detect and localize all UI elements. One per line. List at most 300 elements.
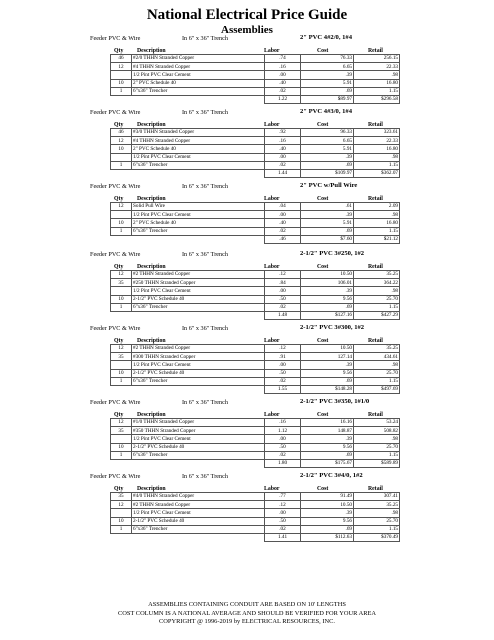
assembly-block: [0, 399, 494, 468]
cell-cost: 10.50: [301, 345, 354, 353]
table-row: [111, 303, 400, 311]
cell-desc: 1/2 Pint PVC Clear Cement: [132, 211, 265, 219]
cell-retail: 434.61: [354, 353, 400, 361]
column-header-retail: Retail: [368, 412, 383, 418]
cell-desc: 1/2 Pint PVC Clear Cement: [132, 287, 265, 295]
assembly-conduit: 2" PVC 4#3/0, 1#4: [300, 108, 353, 115]
column-header-labor: Labor: [264, 412, 280, 418]
assembly-conduit: 2-1/2" PVC 3#300, 1#2: [300, 324, 365, 331]
assembly-block: [0, 251, 494, 320]
column-header-desc: Description: [137, 264, 166, 270]
assembly-block: [0, 183, 494, 244]
table-row: [111, 63, 400, 71]
column-headers: [0, 409, 494, 418]
cell-qty: 12: [111, 345, 132, 353]
cell-labor: .00: [265, 435, 301, 443]
table-row: [111, 219, 400, 227]
cell-cost: 9.56: [301, 517, 354, 525]
cell-labor: .02: [265, 377, 301, 385]
cell-cost: 5.91: [301, 219, 354, 227]
assembly-category: Feeder PVC & Wire: [90, 325, 141, 332]
cell-cost: 9.56: [301, 443, 354, 451]
cell-cost: 10.50: [301, 501, 354, 509]
cell-retail: 1.15: [354, 161, 400, 169]
cell-labor: .40: [265, 219, 301, 227]
cell-desc: #250 THHN Stranded Copper: [132, 279, 265, 287]
table-row: [111, 295, 400, 303]
cell-desc: 1/2 Pint PVC Clear Cement: [132, 509, 265, 517]
cell-labor: .16: [265, 63, 301, 71]
cell-qty: 12: [111, 63, 132, 71]
column-headers: [0, 335, 494, 344]
cell-labor: .16: [265, 137, 301, 145]
cell-labor: .12: [265, 345, 301, 353]
cell-desc: 2" PVC Schedule 40: [132, 219, 265, 227]
cell-qty: 10: [111, 219, 132, 227]
cell-retail: .98: [354, 509, 400, 517]
assembly-category: Feeder PVC & Wire: [90, 399, 141, 406]
line-items-table: [110, 418, 400, 468]
cell-desc: #350 THHN Stranded Copper: [132, 427, 265, 435]
cell-retail: 35.25: [354, 501, 400, 509]
column-header-desc: Description: [137, 412, 166, 418]
cell-qty: 12: [111, 501, 132, 509]
total-spacer: [111, 235, 132, 243]
cell-desc: 1/2 Pint PVC Clear Cement: [132, 435, 265, 443]
cell-retail: .98: [354, 211, 400, 219]
assembly-trench: In 6" x 36" Trench: [182, 35, 228, 42]
cell-desc: #4/0 THHN Stranded Copper: [132, 493, 265, 501]
assembly-trench: In 6" x 36" Trench: [182, 473, 228, 480]
table-row: [111, 287, 400, 295]
line-items-table: [110, 54, 400, 104]
assembly-category: Feeder PVC & Wire: [90, 251, 141, 258]
cell-labor: .12: [265, 501, 301, 509]
column-header-cost: Cost: [317, 48, 329, 54]
table-row: [111, 161, 400, 169]
table-row: [111, 271, 400, 279]
assembly-category: Feeder PVC & Wire: [90, 183, 141, 190]
total-spacer: [132, 95, 265, 103]
cell-cost: 9.56: [301, 369, 354, 377]
cell-qty: 1: [111, 303, 132, 311]
cell-cost: 96.33: [301, 129, 354, 137]
cell-desc: 6"x36" Trencher: [132, 227, 265, 235]
cell-labor: .50: [265, 295, 301, 303]
cell-retail: 22.33: [354, 137, 400, 145]
total-spacer: [111, 385, 132, 393]
cell-cost: .39: [301, 153, 354, 161]
cell-desc: 1/2 Pint PVC Clear Cement: [132, 361, 265, 369]
total-spacer: [132, 235, 265, 243]
cell-cost: 5.91: [301, 79, 354, 87]
cell-qty: 1: [111, 87, 132, 95]
cell-retail: 256.15: [354, 55, 400, 63]
cell-cost: .39: [301, 211, 354, 219]
column-header-cost: Cost: [317, 486, 329, 492]
total-spacer: [111, 311, 132, 319]
column-header-qty: Qty: [114, 48, 124, 54]
total-spacer: [111, 459, 132, 467]
table-row: [111, 211, 400, 219]
cell-labor: .40: [265, 79, 301, 87]
cell-retail: 1.15: [354, 227, 400, 235]
table-row: [111, 353, 400, 361]
cell-labor: .40: [265, 145, 301, 153]
assembly-header: [0, 251, 494, 261]
cell-cost: 9.56: [301, 295, 354, 303]
cell-labor: .00: [265, 153, 301, 161]
total-labor: .46: [265, 235, 301, 243]
cell-qty: 10: [111, 145, 132, 153]
table-row: [111, 501, 400, 509]
cell-desc: #300 THHN Stranded Copper: [132, 353, 265, 361]
cell-retail: .98: [354, 71, 400, 79]
table-row: [111, 361, 400, 369]
cell-qty: 1: [111, 227, 132, 235]
column-header-desc: Description: [137, 338, 166, 344]
cell-desc: 6"x36" Trencher: [132, 87, 265, 95]
cell-retail: 16.80: [354, 145, 400, 153]
column-header-qty: Qty: [114, 412, 124, 418]
cell-desc: 6"x36" Trencher: [132, 451, 265, 459]
assembly-header: [0, 183, 494, 193]
total-row: [111, 95, 400, 103]
assembly-trench: In 6" x 36" Trench: [182, 251, 228, 258]
table-row: [111, 55, 400, 63]
table-row: [111, 377, 400, 385]
cell-desc: #1/0 THHN Stranded Copper: [132, 419, 265, 427]
total-cost: $89.97: [301, 95, 354, 103]
cell-cost: .69: [301, 377, 354, 385]
column-header-retail: Retail: [368, 486, 383, 492]
cell-cost: 5.91: [301, 145, 354, 153]
assembly-trench: In 6" x 36" Trench: [182, 399, 228, 406]
total-retail: $296.58: [354, 95, 400, 103]
cell-qty: 35: [111, 353, 132, 361]
cell-qty: [111, 71, 132, 79]
cell-cost: 6.65: [301, 63, 354, 71]
cell-cost: .61: [301, 203, 354, 211]
total-spacer: [132, 385, 265, 393]
cell-cost: 106.01: [301, 279, 354, 287]
document-subtitle: Assemblies: [221, 24, 273, 36]
cell-desc: 1/2 Pint PVC Clear Cement: [132, 153, 265, 161]
total-spacer: [132, 459, 265, 467]
table-row: [111, 435, 400, 443]
assembly-header: [0, 109, 494, 119]
cell-desc: #2 THHN Stranded Copper: [132, 345, 265, 353]
cell-qty: 10: [111, 517, 132, 525]
assembly-header: [0, 35, 494, 45]
cell-qty: 35: [111, 493, 132, 501]
cell-desc: #4 THHN Stranded Copper: [132, 137, 265, 145]
table-row: [111, 369, 400, 377]
total-labor: 1.48: [265, 311, 301, 319]
total-cost: $175.67: [301, 459, 354, 467]
cell-qty: 12: [111, 203, 132, 211]
cell-labor: .00: [265, 211, 301, 219]
assembly-conduit: 2" PVC 4#2/0, 1#4: [300, 34, 353, 41]
cell-qty: 12: [111, 137, 132, 145]
cell-labor: .50: [265, 517, 301, 525]
cell-qty: [111, 361, 132, 369]
cell-labor: .16: [265, 419, 301, 427]
cell-retail: 508.82: [354, 427, 400, 435]
cell-retail: .98: [354, 435, 400, 443]
cell-retail: 364.22: [354, 279, 400, 287]
cell-cost: .69: [301, 227, 354, 235]
total-spacer: [111, 533, 132, 541]
cell-retail: 307.41: [354, 493, 400, 501]
column-header-cost: Cost: [317, 196, 329, 202]
cell-cost: 91.49: [301, 493, 354, 501]
assembly-header: [0, 399, 494, 409]
column-headers: [0, 45, 494, 54]
cell-desc: Solid Pull Wire: [132, 203, 265, 211]
cell-cost: .39: [301, 509, 354, 517]
cell-qty: 35: [111, 279, 132, 287]
assembly-conduit: 2-1/2" PVC 3#250, 1#2: [300, 250, 365, 257]
footer-line: COPYRIGHT @ 1996-2019 by ELECTRICAL RESOURCES, INC.: [159, 618, 335, 625]
column-header-cost: Cost: [317, 338, 329, 344]
assembly-category: Feeder PVC & Wire: [90, 109, 141, 116]
column-header-labor: Labor: [264, 122, 280, 128]
table-row: [111, 419, 400, 427]
assembly-category: Feeder PVC & Wire: [90, 473, 141, 480]
cell-desc: #2 THHN Stranded Copper: [132, 501, 265, 509]
column-header-qty: Qty: [114, 486, 124, 492]
cell-desc: #2/0 THHN Stranded Copper: [132, 55, 265, 63]
line-items-table: [110, 202, 400, 244]
table-row: [111, 493, 400, 501]
cell-desc: 2-1/2" PVC Schedule 40: [132, 517, 265, 525]
table-row: [111, 427, 400, 435]
cell-qty: 10: [111, 295, 132, 303]
cell-cost: .69: [301, 303, 354, 311]
cell-cost: 6.65: [301, 137, 354, 145]
cell-labor: .74: [265, 55, 301, 63]
cell-cost: .69: [301, 525, 354, 533]
cell-retail: 1.15: [354, 303, 400, 311]
column-header-desc: Description: [137, 122, 166, 128]
cell-retail: 2.09: [354, 203, 400, 211]
total-spacer: [132, 169, 265, 177]
table-row: [111, 509, 400, 517]
table-row: [111, 443, 400, 451]
column-header-desc: Description: [137, 48, 166, 54]
cell-retail: .98: [354, 287, 400, 295]
total-retail: $589.89: [354, 459, 400, 467]
cell-labor: .50: [265, 369, 301, 377]
cell-labor: .00: [265, 71, 301, 79]
cell-labor: .02: [265, 525, 301, 533]
cell-desc: #4 THHN Stranded Copper: [132, 63, 265, 71]
cell-labor: .00: [265, 509, 301, 517]
cell-qty: 35: [111, 427, 132, 435]
cell-labor: 1.12: [265, 427, 301, 435]
assembly-block: [0, 109, 494, 178]
cell-cost: 76.33: [301, 55, 354, 63]
column-header-qty: Qty: [114, 264, 124, 270]
cell-cost: .39: [301, 361, 354, 369]
total-retail: $427.29: [354, 311, 400, 319]
cell-qty: [111, 287, 132, 295]
table-row: [111, 87, 400, 95]
column-header-desc: Description: [137, 486, 166, 492]
assembly-header: [0, 473, 494, 483]
cell-retail: .98: [354, 361, 400, 369]
cell-qty: 46: [111, 55, 132, 63]
cell-cost: .39: [301, 287, 354, 295]
cell-cost: 10.50: [301, 271, 354, 279]
cell-retail: 323.61: [354, 129, 400, 137]
column-header-labor: Labor: [264, 338, 280, 344]
cell-labor: .92: [265, 129, 301, 137]
column-header-labor: Labor: [264, 486, 280, 492]
column-header-qty: Qty: [114, 338, 124, 344]
total-row: [111, 235, 400, 243]
cell-labor: .02: [265, 451, 301, 459]
column-headers: [0, 193, 494, 202]
column-header-retail: Retail: [368, 338, 383, 344]
cell-labor: .12: [265, 271, 301, 279]
cell-qty: 1: [111, 161, 132, 169]
cell-labor: .00: [265, 287, 301, 295]
total-retail: $370.49: [354, 533, 400, 541]
cell-retail: 16.80: [354, 79, 400, 87]
cell-desc: 2" PVC Schedule 40: [132, 145, 265, 153]
footer-line: ASSEMBLIES CONTAINING CONDUIT ARE BASED ON 10' LENGTHS: [148, 601, 346, 608]
total-spacer: [111, 169, 132, 177]
table-row: [111, 279, 400, 287]
cell-retail: 35.25: [354, 345, 400, 353]
total-row: [111, 533, 400, 541]
cell-cost: .69: [301, 451, 354, 459]
cell-retail: 25.70: [354, 295, 400, 303]
cell-qty: 1: [111, 451, 132, 459]
table-row: [111, 525, 400, 533]
cell-cost: 16.16: [301, 419, 354, 427]
cell-desc: 6"x36" Trencher: [132, 161, 265, 169]
total-row: [111, 459, 400, 467]
cell-labor: .02: [265, 161, 301, 169]
cell-labor: .50: [265, 443, 301, 451]
cell-labor: .02: [265, 87, 301, 95]
total-labor: 1.22: [265, 95, 301, 103]
assembly-trench: In 6" x 36" Trench: [182, 109, 228, 116]
document-title: National Electrical Price Guide: [146, 7, 348, 23]
cell-desc: 6"x36" Trencher: [132, 377, 265, 385]
assembly-conduit: 2" PVC w/Pull Wire: [300, 182, 358, 189]
total-cost: $127.16: [301, 311, 354, 319]
cell-labor: .04: [265, 203, 301, 211]
total-row: [111, 311, 400, 319]
cell-qty: 46: [111, 129, 132, 137]
cell-labor: .84: [265, 279, 301, 287]
total-retail: $21.12: [354, 235, 400, 243]
cell-desc: 2-1/2" PVC Schedule 40: [132, 295, 265, 303]
total-spacer: [132, 533, 265, 541]
column-header-desc: Description: [137, 196, 166, 202]
cell-desc: 6"x36" Trencher: [132, 303, 265, 311]
column-headers: [0, 261, 494, 270]
total-spacer: [132, 311, 265, 319]
column-headers: [0, 483, 494, 492]
cell-labor: .77: [265, 493, 301, 501]
total-row: [111, 385, 400, 393]
total-row: [111, 169, 400, 177]
cell-qty: 10: [111, 443, 132, 451]
table-row: [111, 451, 400, 459]
cell-qty: [111, 153, 132, 161]
table-row: [111, 203, 400, 211]
column-header-retail: Retail: [368, 48, 383, 54]
column-header-labor: Labor: [264, 264, 280, 270]
line-items-table: [110, 270, 400, 320]
cell-retail: 1.15: [354, 525, 400, 533]
assembly-category: Feeder PVC & Wire: [90, 35, 141, 42]
cell-labor: .02: [265, 227, 301, 235]
cell-qty: [111, 435, 132, 443]
cell-qty: 1: [111, 525, 132, 533]
cell-qty: [111, 211, 132, 219]
line-items-table: [110, 128, 400, 178]
total-spacer: [111, 95, 132, 103]
cell-desc: 2-1/2" PVC Schedule 40: [132, 443, 265, 451]
column-header-cost: Cost: [317, 122, 329, 128]
cell-cost: 127.14: [301, 353, 354, 361]
table-row: [111, 153, 400, 161]
cell-retail: 1.15: [354, 451, 400, 459]
cell-retail: 16.80: [354, 219, 400, 227]
total-cost: $7.60: [301, 235, 354, 243]
column-header-labor: Labor: [264, 48, 280, 54]
cell-retail: 1.15: [354, 377, 400, 385]
column-header-qty: Qty: [114, 122, 124, 128]
cell-qty: 10: [111, 369, 132, 377]
column-headers: [0, 119, 494, 128]
cell-retail: 25.70: [354, 369, 400, 377]
table-row: [111, 129, 400, 137]
cell-retail: 22.33: [354, 63, 400, 71]
assembly-block: [0, 473, 494, 542]
total-cost: $112.63: [301, 533, 354, 541]
line-items-table: [110, 344, 400, 394]
cell-retail: .98: [354, 153, 400, 161]
assembly-block: [0, 35, 494, 104]
cell-cost: .69: [301, 161, 354, 169]
table-row: [111, 71, 400, 79]
table-row: [111, 79, 400, 87]
total-labor: 1.44: [265, 169, 301, 177]
cell-retail: 35.25: [354, 271, 400, 279]
cell-cost: .39: [301, 435, 354, 443]
cell-qty: 10: [111, 79, 132, 87]
total-cost: $109.97: [301, 169, 354, 177]
column-header-cost: Cost: [317, 412, 329, 418]
column-header-cost: Cost: [317, 264, 329, 270]
cell-cost: .39: [301, 71, 354, 79]
table-row: [111, 517, 400, 525]
cell-desc: 2" PVC Schedule 40: [132, 79, 265, 87]
table-row: [111, 345, 400, 353]
cell-retail: 1.15: [354, 87, 400, 95]
footer-line: COST COLUMN IS A NATIONAL AVERAGE AND SHOULD BE VERIFIED FOR YOUR AREA: [117, 609, 376, 617]
cell-qty: 12: [111, 271, 132, 279]
column-header-retail: Retail: [368, 196, 383, 202]
cell-qty: [111, 509, 132, 517]
